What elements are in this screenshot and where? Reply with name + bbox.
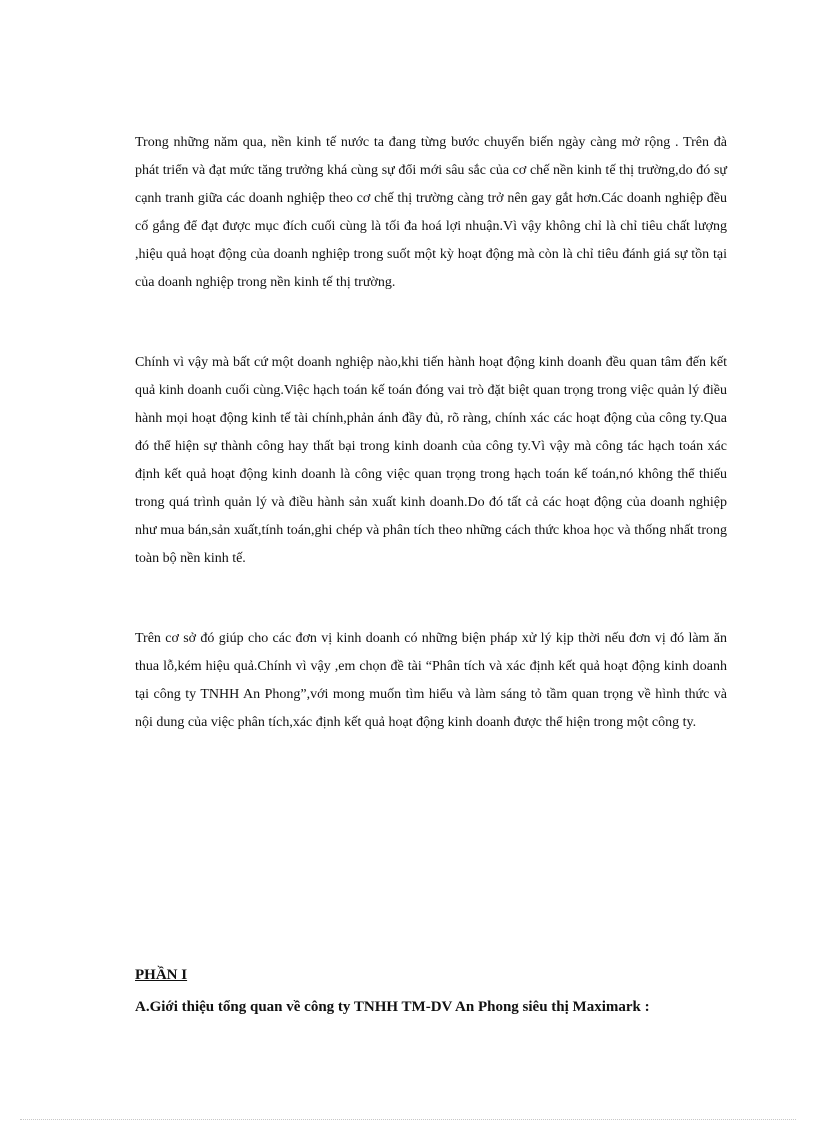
page-bottom-divider — [20, 1119, 796, 1120]
intro-paragraph-2-block — [135, 349, 727, 573]
section-title: A.Giới thiệu tổng quan về công ty TNHH TM-DV An Phong siêu thị Maximark : — [135, 999, 650, 1015]
part-title: PHẦN I — [135, 967, 188, 983]
intro-paragraph-1: Trong những năm qua, nền kinh tế nước ta đang từng bước chuyển biến ngày càng mở rộng . Trên đà phát triển và đạt mức tăng trưởng khá cùng sự đổi mới sâu sắc của cơ chế nền kinh tế thị trường,do đó sự cạnh tranh giữa các doanh nghiệp theo cơ chế thị trường càng trở nên gay gắt hơn.Các doanh nghiệp đều cố gắng để đạt được mục đích cuối cùng là tối đa hoá lợi nhuận.Vì vậy không chỉ là chỉ tiêu chất lượng ,hiệu quả hoạt động của doanh nghiệp trong suốt một kỳ hoạt động mà còn là chỉ tiêu đánh giá sự tồn tại của doanh nghiệp trong nền kinh tế thị trường. — [135, 135, 727, 290]
intro-paragraph-2: Chính vì vậy mà bất cứ một doanh nghiệp nào,khi tiến hành hoạt động kinh doanh đều quan tâm đến kết quả kinh doanh cuối cùng.Việc hạch toán kế toán đóng vai trò đặt biệt quan trọng trong việc quản lý điều hành mọi hoạt động kinh tế tài chính,phản ánh đầy đủ, rõ ràng, chính xác các hoạt động của công ty.Qua đó thể hiện sự thành công hay thất bại trong kinh doanh của công ty.Vì vậy mà công tác hạch toán xác định kết quả hoạt động kinh doanh là công việc quan trọng trong hạch toán kế toán,nó không thể thiếu trong quá trình quản lý và điều hành sản xuất kinh doanh.Do đó tất cả các hoạt động của doanh nghiệp như mua bán,sản xuất,tính toán,ghi chép và phân tích theo những cách thức khoa học và thống nhất trong toàn bộ nền kinh tế. — [135, 355, 727, 566]
intro-paragraph-3-block — [135, 625, 727, 737]
intro-paragraph-1-block — [135, 129, 727, 297]
section-heading-block — [135, 963, 735, 1019]
intro-paragraph-3: Trên cơ sở đó giúp cho các đơn vị kinh doanh có những biện pháp xử lý kịp thời nếu đơn vị đó làm ăn thua lỗ,kém hiệu quả.Chính vì vậy ,em chọn đề tài “Phân tích và xác định kết quả hoạt động kinh doanh tại công ty TNHH An Phong”,với mong muốn tìm hiểu và làm sáng tỏ tầm quan trọng về hình thức và nội dung của việc phân tích,xác định kết quả hoạt động kinh doanh được thể hiện trong một công ty. — [135, 631, 727, 730]
